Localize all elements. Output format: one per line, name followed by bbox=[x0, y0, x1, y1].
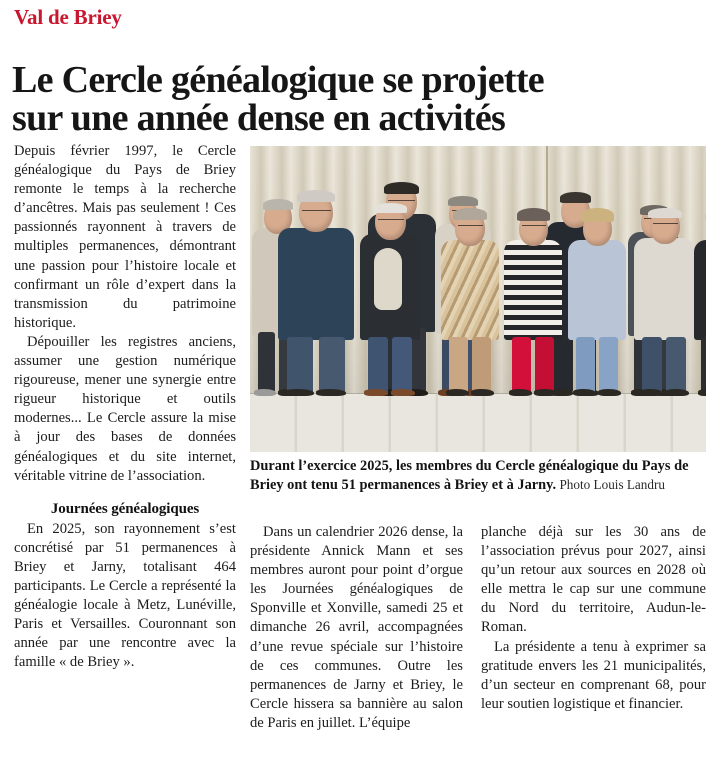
photo-caption bbox=[250, 457, 706, 494]
photo-glasses-icon bbox=[653, 223, 678, 227]
photo-glasses-icon bbox=[458, 225, 483, 229]
photo-credit: Photo Louis Landru bbox=[556, 476, 665, 492]
photo-curtain-trim bbox=[546, 146, 548, 220]
column1-subhead: Journées généalogiques bbox=[50, 500, 200, 517]
photo-glasses-icon bbox=[522, 225, 546, 229]
column2-paragraph-1: Dans un calendrier 2026 dense, la présidente Annick Mann et ses membres auront pour point d’orgue les Journées généalogiques de Sponville et Xonville, samedi 25 et dimanche 26 avril, accompagnées d’une revue spéciale sur l’histoire de ces communes. Outre les permanences de Jarny et Briey, le Cercle hissera sa bannière au salon de Paris en juillet. L’équipe bbox=[250, 524, 463, 731]
article-headline bbox=[12, 59, 702, 140]
column3-paragraph-2: La présidente a tenu à exprimer sa gratitude envers les 21 municipalités, d’un secteur en comprenant 68, pour leur soutien logistique et financier. bbox=[481, 638, 706, 712]
photo-glasses-icon bbox=[302, 210, 331, 214]
article-column-3 bbox=[481, 523, 706, 714]
article-photo bbox=[250, 146, 706, 452]
article-column-2 bbox=[250, 523, 463, 733]
photo-tiled-floor bbox=[250, 394, 706, 452]
caption-text: Durant l’exercice 2025, les membres du Cercle généalogique du Pays de Briey ont tenu 51 permanences à Briey et à Jarny. bbox=[250, 458, 689, 493]
article-kicker: Val de Briey bbox=[14, 5, 122, 29]
column1-paragraph-3: En 2025, son rayonnement s’est concrétisé par 51 permanences à Briey et Jarny, totalisant 464 participants. Le Cercle a représenté la généalogie locale à Metz, Lunéville, Paris et Versailles. Couronnant son année par une rencontre avec la famille « de Briey ». bbox=[14, 520, 236, 671]
column1-paragraph-1: Depuis février 1997, le Cercle généalogique du Pays de Briey remonte le temps à la recherche d’ancêtres. Mais pas seulement ! Ces passionnés rayonnent à travers de multiples permanences, démontrant une passion pour l’histoire locale et confirmant un rôle d’expert dans la transmission du patrimoine historique. bbox=[14, 143, 236, 331]
column3-paragraph-1: planche déjà sur les 30 ans de l’association prévus pour 2027, ainsi qu’un retour aux sources en 2028 où elle mettra le cap sur une commune du Nord du territoire, Audun-le-Roman. bbox=[481, 524, 706, 636]
column1-paragraph-2: Dépouiller les registres anciens, assumer une gestion numérique rigoureuse, mener une synergie entre rigueur historique et outils modernes... Le Cercle assure la mise à jour des bases de données généalogiques et du site internet, véritable vitrine de l’association. bbox=[14, 333, 236, 484]
photo-glasses-icon bbox=[378, 219, 404, 223]
headline-line-1: Le Cercle généalogique se projette bbox=[12, 59, 544, 102]
headline-line-2: sur une année dense en activités bbox=[12, 97, 506, 140]
article-column-1 bbox=[14, 142, 236, 672]
